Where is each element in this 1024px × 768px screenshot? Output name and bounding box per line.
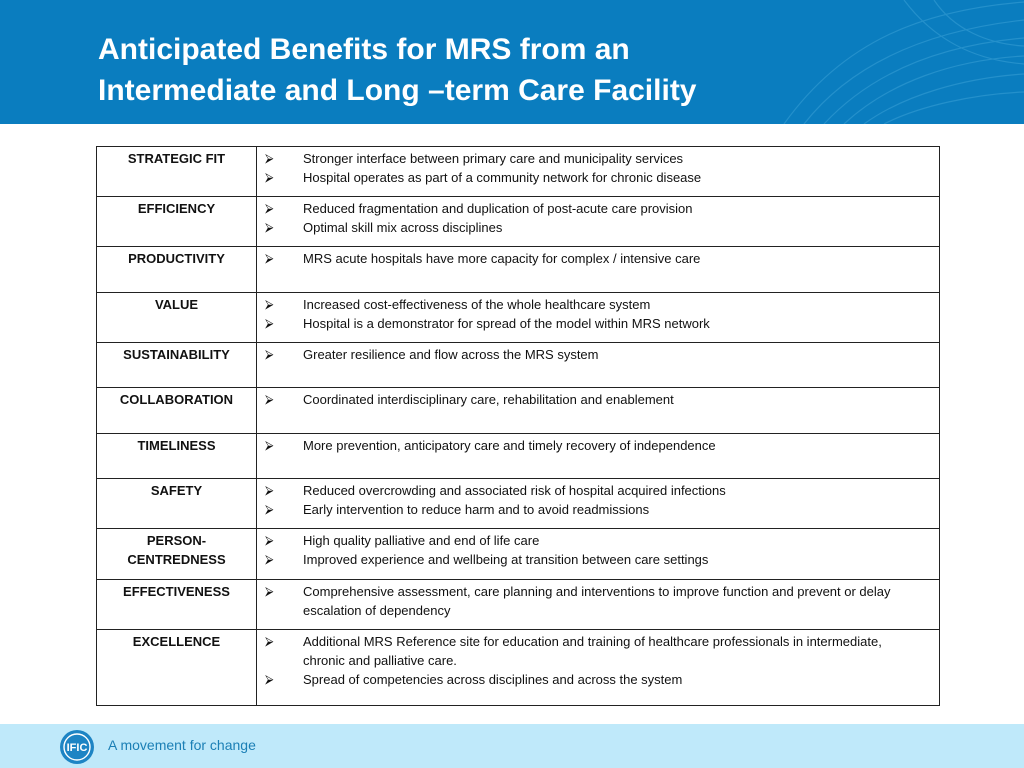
row-items — [257, 197, 940, 246]
arrow-bullet-icon: ⮚ — [265, 584, 274, 598]
footer-bar — [0, 724, 1024, 768]
list-item: ⮚ MRS acute hospitals have more capacity for complex / intensive care — [265, 251, 701, 266]
list-item: ⮚ Comprehensive assessment, care planning and interventions to improve function and prevent or delay escalation of dependency — [265, 584, 891, 618]
arrow-bullet-icon: ⮚ — [265, 502, 274, 516]
list-item: ⮚ Spread of competencies across disciplines and across the system — [265, 672, 683, 687]
arrow-bullet-icon: ⮚ — [265, 297, 274, 311]
logo-text: IFIC — [66, 742, 88, 754]
list-item: ⮚ Increased cost-effectiveness of the whole healthcare system — [265, 297, 651, 312]
row-items — [257, 147, 940, 196]
arrow-bullet-icon: ⮚ — [265, 634, 274, 648]
ific-logo-icon — [58, 728, 96, 766]
list-item: ⮚ Coordinated interdisciplinary care, rehabilitation and enablement — [265, 392, 674, 407]
row-label: STRATEGIC FIT — [97, 147, 257, 196]
row-label: SAFETY — [97, 479, 257, 528]
list-item: ⮚ Improved experience and wellbeing at transition between care settings — [265, 552, 709, 567]
arrow-bullet-icon: ⮚ — [265, 220, 274, 234]
table-row — [97, 388, 940, 434]
list-item: ⮚ Reduced overcrowding and associated risk of hospital acquired infections — [265, 483, 726, 498]
list-item: ⮚ Greater resilience and flow across the MRS system — [265, 347, 599, 362]
arrow-bullet-icon: ⮚ — [265, 151, 274, 165]
table-row — [97, 147, 940, 197]
table-row — [97, 434, 940, 479]
table-row — [97, 293, 940, 343]
row-items — [257, 580, 940, 629]
list-item: ⮚ Early intervention to reduce harm and to avoid readmissions — [265, 502, 650, 517]
arrow-bullet-icon: ⮚ — [265, 533, 274, 547]
table-row — [97, 479, 940, 529]
footer-tagline: A movement for change — [108, 737, 256, 753]
arrow-bullet-icon: ⮚ — [265, 170, 274, 184]
list-item: ⮚ More prevention, anticipatory care and timely recovery of independence — [265, 438, 716, 453]
row-items — [257, 630, 940, 705]
row-label: SUSTAINABILITY — [97, 343, 257, 387]
arrow-bullet-icon: ⮚ — [265, 392, 274, 406]
row-items — [257, 479, 940, 528]
row-items — [257, 434, 940, 478]
header-bar — [0, 0, 1024, 124]
list-item: ⮚ Optimal skill mix across disciplines — [265, 220, 503, 235]
arrow-bullet-icon: ⮚ — [265, 438, 274, 452]
list-item: ⮚ Stronger interface between primary care and municipality services — [265, 151, 684, 166]
arrow-bullet-icon: ⮚ — [265, 672, 274, 686]
table-row — [97, 343, 940, 388]
list-item: ⮚ High quality palliative and end of life care — [265, 533, 540, 548]
row-label: EFFECTIVENESS — [97, 580, 257, 629]
table-row — [97, 580, 940, 630]
benefits-table — [96, 146, 940, 706]
row-label: PERSON-CENTREDNESS — [97, 529, 257, 579]
row-label: PRODUCTIVITY — [97, 247, 257, 292]
table-row — [97, 247, 940, 293]
row-label: EFFICIENCY — [97, 197, 257, 246]
list-item: ⮚ Reduced fragmentation and duplication of post-acute care provision — [265, 201, 693, 216]
arrow-bullet-icon: ⮚ — [265, 251, 274, 265]
title-line-2: Intermediate and Long –term Care Facility — [98, 74, 697, 107]
list-item: ⮚ Hospital operates as part of a community network for chronic disease — [265, 170, 702, 185]
row-label: TIMELINESS — [97, 434, 257, 478]
row-items — [257, 388, 940, 433]
decorative-swirl-icon — [764, 0, 1024, 124]
list-item: ⮚ Hospital is a demonstrator for spread of the model within MRS network — [265, 316, 710, 331]
row-label: VALUE — [97, 293, 257, 342]
arrow-bullet-icon: ⮚ — [265, 552, 274, 566]
table-row — [97, 529, 940, 580]
row-items — [257, 343, 940, 387]
list-item: ⮚ Additional MRS Reference site for education and training of healthcare professionals in intermediate, chronic and palliative care. — [265, 634, 882, 668]
title-line-1: Anticipated Benefits for MRS from an — [98, 33, 630, 66]
table-row — [97, 197, 940, 247]
arrow-bullet-icon: ⮚ — [265, 347, 274, 361]
arrow-bullet-icon: ⮚ — [265, 316, 274, 330]
row-items — [257, 529, 940, 579]
row-items — [257, 293, 940, 342]
row-label: EXCELLENCE — [97, 630, 257, 705]
arrow-bullet-icon: ⮚ — [265, 201, 274, 215]
table-row — [97, 630, 940, 706]
row-items — [257, 247, 940, 292]
arrow-bullet-icon: ⮚ — [265, 483, 274, 497]
row-label: COLLABORATION — [97, 388, 257, 433]
